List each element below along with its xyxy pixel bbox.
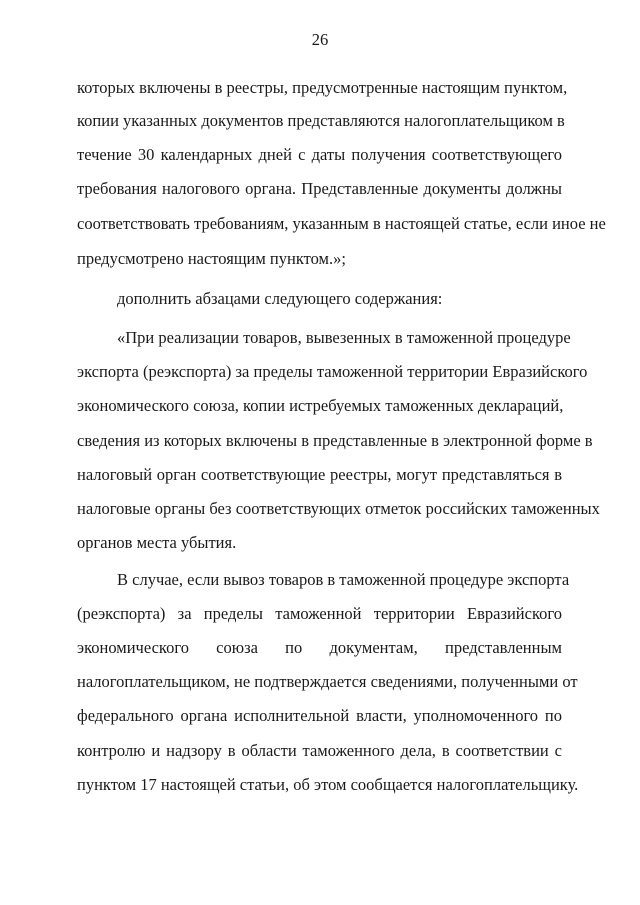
text-line: экспорта (реэкспорта) за пределы таможенной территории Евразийского	[77, 362, 588, 381]
text-line: предусмотрено настоящим пунктом.»;	[77, 249, 346, 268]
text-line: налоговые органы без соответствующих отметок российских таможенных	[77, 499, 600, 518]
page-number: 26	[311, 30, 329, 49]
text-line: (реэкспорта) за пределы таможенной территории Евразийского	[77, 604, 562, 623]
text-line: экономического союза по документам, представленным	[77, 638, 562, 657]
text-line: пунктом 17 настоящей статьи, об этом сообщается налогоплательщику.	[77, 775, 579, 794]
text-line: экономического союза, копии истребуемых таможенных деклараций,	[77, 396, 564, 415]
text-line: налоговый орган соответствующие реестры, могут представляться в	[77, 465, 562, 484]
paragraph-first-line: В случае, если вывоз товаров в таможенной процедуре экспорта	[117, 570, 570, 589]
text-line: соответствовать требованиям, указанным в настоящей статье, если иное не	[77, 214, 606, 233]
text-line: органов места убытия.	[77, 533, 237, 552]
text-line: течение 30 календарных дней с даты получения соответствующего	[77, 145, 562, 164]
text-line: копии указанных документов представляются налогоплательщиком в	[77, 111, 565, 130]
paragraph-first-line: «При реализации товаров, вывезенных в таможенной процедуре	[117, 328, 571, 347]
text-line: требования налогового органа. Представленные документы должны	[77, 179, 562, 198]
text-line: которых включены в реестры, предусмотренные настоящим пунктом,	[77, 78, 568, 97]
text-line: контролю и надзору в области таможенного дела, в соответствии с	[77, 741, 562, 760]
text-line: налогоплательщиком, не подтверждается сведениями, полученными от	[77, 672, 578, 691]
text-line: сведения из которых включены в представленные в электронной форме в	[77, 431, 593, 450]
paragraph-first-line: дополнить абзацами следующего содержания:	[117, 289, 443, 308]
text-line: федерального органа исполнительной власти, уполномоченного по	[77, 706, 562, 725]
